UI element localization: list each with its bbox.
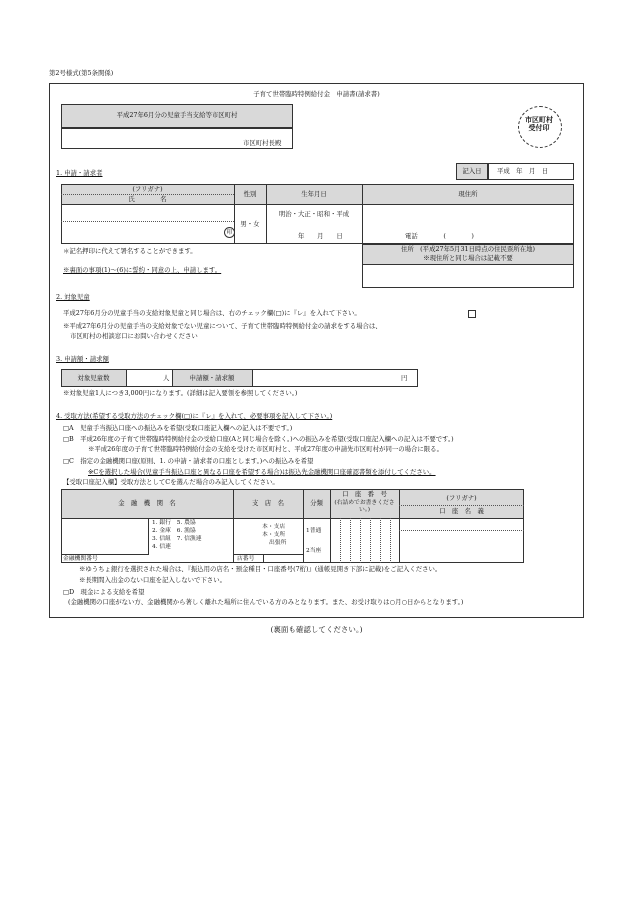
birth-ymd: 年 月 日	[298, 232, 343, 240]
branch-type-3: 出張所	[269, 540, 287, 546]
seal-mark: 印	[224, 227, 235, 238]
yucho-note: ※ゆうちょ銀行を選択された場合は、『振込用の店名・預金種目・口座番号(7桁)』(通帳見開き下部に記載)をご記入ください。	[79, 565, 442, 573]
phone-field: 電話 ( )	[405, 232, 474, 240]
section3-heading: 3. 申請額・請求額	[56, 355, 109, 363]
branch-header: 支 店 名	[252, 499, 284, 507]
option-a[interactable]: □A 児童手当振込口座への振込みを希望(受取口座記入欄への記入は不要です。)	[63, 424, 293, 432]
gender-header: 性別	[243, 190, 257, 198]
sign-note: ＊記名押印に代えて署名することができます。	[63, 247, 197, 255]
bank-type-2: 2. 金庫 6. 漁協	[152, 528, 196, 534]
child-count-unit: 人	[163, 374, 170, 382]
branch-type-2: 本・支所	[262, 532, 286, 538]
holder-kana-header: (フリガナ)	[446, 494, 477, 502]
option-d-note: (金融機関の口座がない方、金融機関から著しく離れた場所に住んでいる方のみとなります。また、お受け取りは○月○日からとなります。)	[68, 598, 464, 606]
birth-header: 生年月日	[301, 190, 327, 198]
address-header: 現住所	[458, 190, 478, 198]
gender-value: 男・女	[240, 220, 260, 228]
reception-stamp-text: 市区町村 受付印	[525, 115, 553, 133]
option-c[interactable]: □C 指定の金融機関口座(原則、1. の申請・請求者の口座とします。)への振込みを希望	[63, 457, 314, 465]
account-type-savings[interactable]: 1普通	[306, 528, 322, 534]
date-label: 記入日	[462, 167, 482, 175]
bank-type-4: 4. 信連	[152, 544, 171, 550]
amount-unit: 円	[401, 374, 408, 382]
addressee-text: 平成27年6月分の児童手当支給等市区町村	[116, 111, 238, 119]
branch-code-label: 店番号	[237, 556, 255, 562]
section1-heading: 1. 申請・請求者	[56, 169, 103, 177]
child-count-label: 対象児童数	[77, 374, 110, 382]
form-title: 子育て世帯臨時特例給付金 申請書(請求書)	[253, 90, 380, 98]
branch-type-1: 本・支店	[262, 524, 286, 530]
bank-code-label: 金融機関番号	[63, 556, 98, 562]
bank-name-header: 金 融 機 関 名	[118, 499, 176, 507]
option-d[interactable]: □D 現金による支給を希望	[63, 588, 145, 596]
bank-type-1: 1. 銀行 5. 農協	[152, 520, 196, 526]
date-value: 平成 年 月 日	[497, 167, 549, 175]
option-b-note: ※平成26年度の子育て世帯臨時特例給付金の支給を受けた市区町村と、平成27年度の申請先市区町村が同一の場合に限る。	[88, 445, 443, 453]
agree-note: ※裏面の事項(1)～(6)に誓約・同意の上、申請します。	[63, 266, 222, 274]
target-child-note1: ※平成27年6月分の児童手当の支給対象でない児童について、子育て世帯臨時特例給付金の請求をする場合は、	[63, 322, 382, 330]
target-child-line: 平成27年6月分の児童手当の支給対象児童と同じ場合は、右のチェック欄(□)に『レ』を入れて下さい。	[63, 309, 361, 317]
amount-input[interactable]	[253, 370, 417, 386]
section4-heading: 4. 受取方法(希望する受取方法のチェック欄(□)に『レ』を入れて、必要事項を記入して下さい。)	[56, 412, 333, 420]
form-number-label: 第2号様式(第5条関係)	[49, 69, 114, 77]
prev-address-note: ※現住所と同じ場合は記載不要	[423, 254, 513, 262]
name-header: 氏 名	[128, 195, 167, 203]
holder-header: 口 座 名 義	[439, 507, 484, 515]
option-c-note: ※Cを選択した場合(児童手当振込口座と異なる口座を希望する場合)は振込先金融機関口座確認書類を添付してください。	[88, 468, 436, 476]
long-term-note: ※長期間入出金のない口座を記入しないで下さい。	[79, 576, 226, 584]
bank-type-3: 3. 信組 7. 信漁連	[152, 536, 202, 542]
prev-address-label: 住所 (平成27年5月31日時点の住民票所在地)	[401, 245, 535, 253]
account-type-checking[interactable]: 2当座	[306, 548, 322, 554]
account-heading: 【受取口座記入欄】受取方法としてCを選んだ場合のみ記入してください。	[63, 478, 279, 486]
amount-label: 申請額・請求額	[189, 374, 235, 382]
number-header: 口 座 番 号	[342, 490, 387, 498]
amount-note: ※対象児童1人につき3,000円になります。(詳細は記入要領を参照してください。)	[63, 389, 298, 397]
furigana-header: (フリガナ)	[132, 185, 163, 193]
birth-era: 明治・大正・昭和・平成	[278, 210, 350, 218]
target-child-note2: 市区町村の相談窓口にお問い合わせください	[70, 332, 198, 340]
number-subheader: (右詰めでお書きください。)	[334, 500, 395, 513]
mayor-text: 市区町村長殿	[243, 139, 282, 147]
section2-heading: 2. 対象児童	[56, 293, 90, 301]
option-b[interactable]: □B 平成26年度の子育て世帯臨時特例給付金の受給口座(Aと同じ場合を除く。)への振込みを希望(受取口座記入欄への記入は不要です。)	[63, 435, 454, 443]
type-header: 分類	[310, 499, 323, 507]
target-child-checkbox[interactable]	[468, 310, 476, 318]
footer-note: (裏面も確認してください。)	[270, 625, 363, 634]
